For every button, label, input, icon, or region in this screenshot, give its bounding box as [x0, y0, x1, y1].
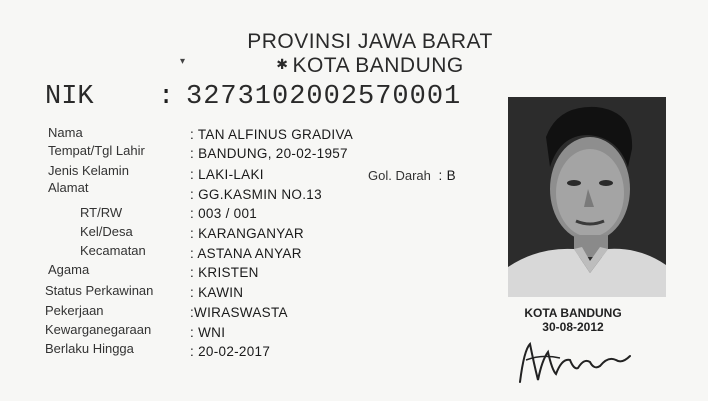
- field-row-kel-desa: [80, 224, 133, 239]
- portrait-silhouette-icon: [508, 97, 666, 297]
- nik-value: 3273102002570001: [186, 82, 462, 112]
- field-value: : GG.KASMIN NO.13: [190, 187, 322, 202]
- field-value: : KAWIN: [190, 285, 244, 300]
- city-title-text: KOTA BANDUNG: [292, 54, 464, 77]
- field-value-pekerjaan: [190, 305, 288, 320]
- field-value: : 20-02-2017: [190, 344, 271, 359]
- star-icon: ✱: [276, 56, 289, 72]
- field-value: : KRISTEN: [190, 265, 259, 280]
- province-title: PROVINSI JAWA BARAT: [247, 30, 493, 53]
- field-value-kecamatan: [190, 246, 302, 261]
- field-row-jenis-kelamin: [48, 163, 129, 178]
- issue-date: 30-08-2012: [542, 320, 604, 334]
- field-row-status-perkawinan: [45, 283, 153, 298]
- field-label: Agama: [48, 262, 90, 277]
- city-title: [190, 54, 550, 78]
- field-value: : LAKI-LAKI: [190, 167, 264, 182]
- nik-label: NIK: [45, 82, 94, 112]
- field-row-alamat: [48, 180, 88, 195]
- field-value: : ASTANA ANYAR: [190, 246, 302, 261]
- field-value: :WIRASWASTA: [190, 305, 288, 320]
- field-label: Tempat/Tgl Lahir: [48, 143, 145, 158]
- field-value-alamat: [190, 187, 322, 202]
- field-label: Kecamatan: [80, 243, 146, 258]
- signature: [512, 330, 642, 390]
- field-value: : WNI: [190, 325, 226, 340]
- field-row-agama: [48, 262, 89, 277]
- field-value-kewarganegaraan: [190, 325, 225, 340]
- field-label: RT/RW: [80, 205, 123, 220]
- field-value: : KARANGANYAR: [190, 226, 304, 241]
- field-row-rt-rw: [80, 205, 122, 220]
- blood-type-value: : B: [438, 168, 456, 183]
- field-value-jenis-kelamin: [190, 167, 264, 182]
- field-label: Kewarganegaraan: [45, 322, 152, 337]
- field-row-pekerjaan: [45, 303, 104, 318]
- field-value-rt-rw: [190, 206, 257, 221]
- field-label: Kel/Desa: [80, 224, 133, 239]
- field-value-berlaku-hingga: [190, 344, 270, 359]
- field-value-status-perkawinan: [190, 285, 243, 300]
- field-value-kel-desa: [190, 226, 304, 241]
- field-label: Berlaku Hingga: [45, 341, 134, 356]
- portrait-photo: [508, 97, 666, 297]
- field-label: Jenis Kelamin: [48, 163, 129, 178]
- field-row-tempat-tgl-lahir: [48, 143, 145, 158]
- field-row-gol-darah: [368, 168, 456, 183]
- field-value-nama: [190, 127, 353, 142]
- field-value-tempat-tgl-lahir: [190, 146, 348, 161]
- nik-colon: :: [158, 82, 175, 112]
- field-value: : TAN ALFINUS GRADIVA: [190, 127, 354, 142]
- field-value: : 003 / 001: [190, 206, 258, 221]
- issue-city: KOTA BANDUNG: [524, 306, 622, 320]
- field-row-kecamatan: [80, 243, 146, 258]
- field-value: : BANDUNG, 20-02-1957: [190, 146, 348, 161]
- field-label: Pekerjaan: [45, 303, 104, 318]
- blood-type-label: Gol. Darah: [368, 168, 431, 183]
- field-label: Status Perkawinan: [45, 283, 154, 298]
- field-label: Nama: [48, 125, 83, 140]
- field-row-berlaku-hingga: [45, 341, 134, 356]
- dust-speck: ▾: [180, 56, 186, 67]
- field-label: Alamat: [48, 180, 89, 195]
- field-value-agama: [190, 265, 259, 280]
- field-row-nama: [48, 125, 83, 140]
- field-row-kewarganegaraan: [45, 322, 151, 337]
